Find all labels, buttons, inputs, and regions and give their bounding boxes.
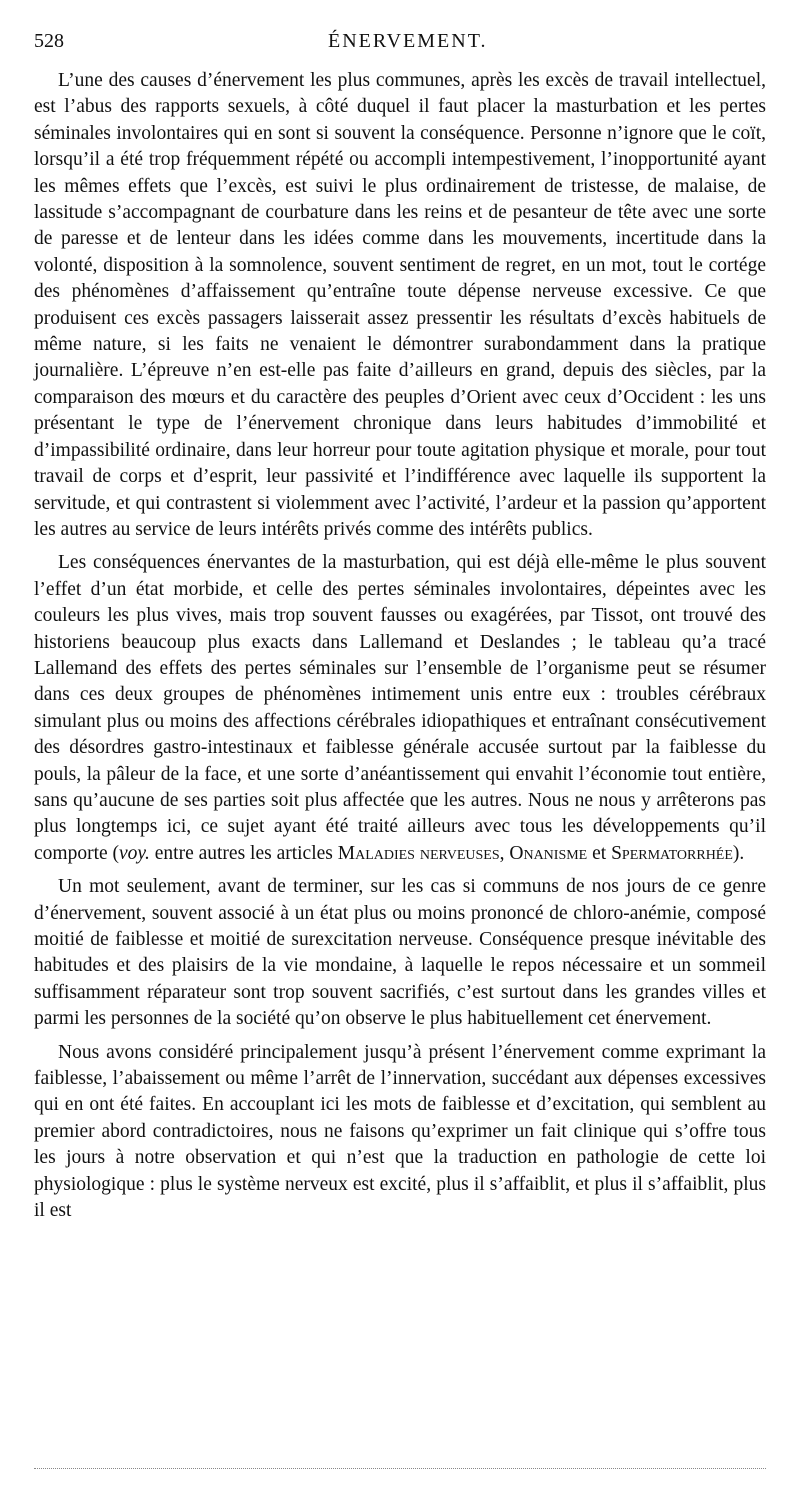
paragraph-2 <box>34 550 766 867</box>
article-ref-spermatorrhee: Spermatorrhée <box>611 842 733 864</box>
book-page <box>34 30 766 1231</box>
running-head: ÉNERVEMENT. <box>328 30 488 52</box>
voy-abbreviation: voy. <box>119 842 150 864</box>
paragraph-4: Nous avons considéré principalement jusqu’à présent l’énervement comme exprimant la faiblesse, l’abaissement ou même l’arrêt de l’innervation, succédant aux dépenses excessives qui en ont été faites. En accouplant ici les mots de faiblesse et d’excitation, qui semblent au premier abord contradictoires, nous ne faisons qu’exprimer un fait clinique qui s’offre tous les jours à notre observation et qui n’est que la traduction en pathologie de cette loi physiologique : plus le système nerveux est excité, plus il s’affaiblit, et plus il s’affaiblit, plus il est <box>34 1041 766 1222</box>
paragraph-1: L’une des causes d’énervement les plus communes, après les excès de travail intellectuel, est l’abus des rapports sexuels, à côté duquel il faut placer la masturbation et les pertes séminales involontaires qui en sont si souvent la conséquence. Personne n’ignore que le coït, lorsqu’il a été trop fréquemment répété ou accompli intempestivement, l’inopportunité ayant les mêmes effets que l’excès, est suivi le plus ordinairement de tristesse, de malaise, de lassitude s’accompagnant de courbature dans les reins et de pesanteur de tête avec une sorte de paresse et de lenteur dans les idées comme dans les mouvements, incertitude dans la volonté, disposition à la somnolence, souvent sentiment de regret, en un mot, tout le cortége des phénomènes d’affaissement qu’entraîne toute dépense nerveuse excessive. Ce que produisent ces excès passagers laisserait assez pressentir les résultats d’excès habituels de même nature, si les faits ne venaient le démontrer surabondamment dans la pratique journalière. L’épreuve n’en est-elle pas faite d’ailleurs en grand, depuis des siècles, par la comparaison des mœurs et du caractère des peuples d’Orient avec ceux d’Occident : les uns présentant le type de l’énervement chronique dans leurs habitudes d’immobilité et d’impassibilité ordinaire, dans leur horreur pour toute agitation physique et morale, pour tout travail de corps et d’esprit, leur passivité et l’indifférence avec laquelle ils supportent la servitude, et qui contrastent si violemment avec l’activité, l’ardeur et la passion qu’apportent les autres au service de leurs intérêts privés comme des intérêts publics. <box>34 70 766 540</box>
article-ref-maladies-nerveuses: Maladies nerveuses <box>337 842 500 864</box>
page-header <box>34 30 766 60</box>
article-ref-onanisme: Onanisme <box>509 842 588 864</box>
paragraph-2-mid: entre autres les articles <box>149 842 338 864</box>
paragraph-2-end: ). <box>732 842 745 864</box>
paragraph-2-text: Les conséquences énervantes de la masturbation, qui est déjà elle-même le plus souvent l’effet d’un état morbide, et celle des pertes séminales involontaires, dépeintes avec les couleurs les plus vives, mais trop souvent fausses ou exagérées, par Tissot, ont trouvé des historiens beaucoup plus exacts dans Lallemand et Deslandes ; le tableau qu’a tracé Lallemand des effets des pertes séminales sur l’ensemble de l’organisme peut se résumer dans ces deux groupes de phénomènes intimement unis entre eux : troubles cérébraux simulant plus ou moins des affections cérébrales idiopathiques et entraînant consécutivement des désordres gastro-intestinaux et faiblesse générale accusée surtout par la faiblesse du pouls, la pâleur de la face, et une sorte d’anéantissement qui envahit l’économie tout entière, sans qu’aucune de ses parties soit plus affectée que les autres. Nous ne nous y arrêterons pas plus longtemps ici, ce sujet ayant été traité ailleurs avec tous les développements qu’il comporte ( <box>34 552 766 864</box>
footer-divider <box>34 1468 766 1469</box>
page-number: 528 <box>34 30 64 52</box>
separator: , <box>499 842 510 864</box>
body-text <box>34 68 766 1224</box>
separator: et <box>587 842 612 864</box>
paragraph-3: Un mot seulement, avant de terminer, sur les cas si communs de nos jours de ce genre d’énervement, souvent associé à un état plus ou moins prononcé de chloro-anémie, composé moitié de faiblesse et moitié de surexcitation nerveuse. Conséquence presque inévitable des habitudes et des plaisirs de la vie mondaine, à laquelle le repos nécessaire et un sommeil suffisamment réparateur sont trop souvent sacrifiés, c’est surtout dans les grandes villes et parmi les personnes de la société qu’on observe le plus habituellement cet énervement. <box>34 876 766 1030</box>
